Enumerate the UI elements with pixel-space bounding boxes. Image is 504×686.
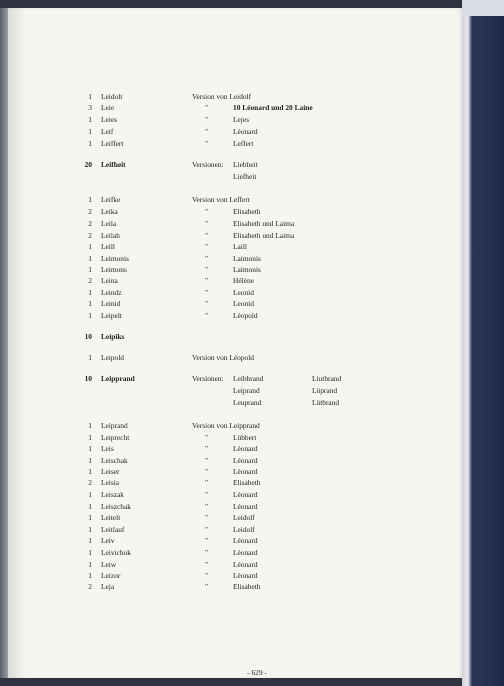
ditto-mark: " — [205, 265, 209, 274]
entry-name: Leila — [101, 219, 117, 228]
entry-variant: Léonard — [233, 467, 258, 476]
entry-variant: Léopold — [233, 311, 258, 320]
entry-variant: Laimonis — [233, 254, 261, 263]
entry-variant: 10 Léonard und 20 Laine — [233, 103, 313, 112]
entry-variant: Léonard — [233, 502, 258, 511]
ditto-mark: " — [205, 444, 209, 453]
gutter-shadow — [8, 8, 26, 678]
entry-count: 1 — [88, 242, 92, 251]
entry-count: 1 — [88, 127, 92, 136]
entry-count: 1 — [88, 353, 92, 362]
entry-name: Leimonis — [101, 254, 129, 263]
entry-name: Leifke — [101, 195, 121, 204]
entry-variant: Laill — [233, 242, 247, 251]
entry-count: 1 — [88, 571, 92, 580]
entry-count: 2 — [88, 582, 92, 591]
ditto-mark: " — [205, 288, 209, 297]
entry-name: Leipiks — [101, 332, 125, 341]
entry-count: 1 — [88, 92, 92, 101]
entry-name: Leifheit — [101, 160, 126, 169]
entry-count: 2 — [88, 231, 92, 240]
ditto-mark: " — [205, 127, 209, 136]
entry-name: Leina — [101, 276, 118, 285]
ditto-mark: " — [205, 299, 209, 308]
entry-name: Leill — [101, 242, 115, 251]
ditto-mark: " — [205, 139, 209, 148]
entry-name: Leindz — [101, 288, 122, 297]
entry-variant-alt: Lütbrand — [312, 398, 340, 407]
entry-name: Leika — [101, 207, 118, 216]
book-page — [8, 8, 462, 678]
entry-version-label: Versionen: — [192, 374, 224, 383]
entry-count: 1 — [88, 433, 92, 442]
entry-name: Leidolt — [101, 92, 123, 101]
entry-count: 1 — [88, 502, 92, 511]
ditto-mark: " — [205, 536, 209, 545]
entry-count: 1 — [88, 195, 92, 204]
entry-name: Leilah — [101, 231, 120, 240]
entry-name: Leie — [101, 103, 115, 112]
entry-name: Leies — [101, 115, 118, 124]
entry-count: 2 — [88, 207, 92, 216]
entry-count: 2 — [88, 478, 92, 487]
entry-variant: Léonard — [233, 560, 258, 569]
entry-count: 2 — [88, 219, 92, 228]
entry-name: Leipold — [101, 353, 124, 362]
entry-name: Leiv — [101, 536, 115, 545]
entry-name: Leiszchak — [101, 502, 131, 511]
entry-version-label: Version von Leffert — [192, 195, 250, 204]
entry-count: 1 — [88, 421, 92, 430]
ditto-mark: " — [205, 207, 209, 216]
entry-name: Leiser — [101, 467, 120, 476]
ditto-mark: " — [205, 571, 209, 580]
entry-variant: Leidolf — [233, 513, 255, 522]
ditto-mark: " — [205, 456, 209, 465]
entry-count: 1 — [88, 254, 92, 263]
entry-count: 3 — [88, 103, 92, 112]
ditto-mark: " — [205, 548, 209, 557]
entry-count: 1 — [88, 311, 92, 320]
ditto-mark: " — [205, 254, 209, 263]
entry-variant-alt: Lüprand — [312, 386, 338, 395]
entry-count: 1 — [88, 265, 92, 274]
entry-count: 1 — [88, 560, 92, 569]
ditto-mark: " — [205, 490, 209, 499]
ditto-mark: " — [205, 560, 209, 569]
ditto-mark: " — [205, 502, 209, 511]
page-edge-left — [0, 8, 8, 678]
entry-variant-alt: Liutbrand — [312, 374, 342, 383]
ditto-mark: " — [205, 115, 209, 124]
entry-variant: Leonid — [233, 299, 254, 308]
entry-variant: Léonard — [233, 490, 258, 499]
entry-name: Leitelt — [101, 513, 121, 522]
ditto-mark: " — [205, 478, 209, 487]
entry-name: Leiprecht — [101, 433, 130, 442]
entry-name: Leitlauf — [101, 525, 125, 534]
entry-version-label: Version von Leidolf — [192, 92, 252, 101]
entry-count: 10 — [84, 374, 92, 383]
entry-count: 1 — [88, 456, 92, 465]
entry-name: Leizor — [101, 571, 121, 580]
entry-variant: Leonid — [233, 288, 254, 297]
entry-count: 1 — [88, 288, 92, 297]
ditto-mark: " — [205, 582, 209, 591]
entry-count: 1 — [88, 299, 92, 308]
entry-name: Leimons — [101, 265, 127, 274]
entry-name: Leisia — [101, 478, 120, 487]
entry-variant: Elisabeth und Laima — [233, 231, 295, 240]
entry-name: Leja — [101, 582, 115, 591]
entry-count: 2 — [88, 276, 92, 285]
entry-count: 1 — [88, 490, 92, 499]
book-spine-top — [462, 0, 504, 16]
entry-variant: Léonard — [233, 548, 258, 557]
entry-variant: Hélène — [233, 276, 254, 285]
entry-variant: Léonard — [233, 127, 258, 136]
entry-variant: Elisabeth — [233, 478, 261, 487]
entry-variant: Léonard — [233, 456, 258, 465]
entry-variant: Leffert — [233, 139, 254, 148]
entry-count: 1 — [88, 139, 92, 148]
entry-variant: Leuprand — [233, 398, 262, 407]
ditto-mark: " — [205, 467, 209, 476]
entry-count: 20 — [84, 160, 92, 169]
ditto-mark: " — [205, 433, 209, 442]
entry-name: Leipelt — [101, 311, 122, 320]
ditto-mark: " — [205, 525, 209, 534]
entry-variant: Léonard — [233, 444, 258, 453]
entry-count: 1 — [88, 525, 92, 534]
entry-variant: Léonard — [233, 571, 258, 580]
ditto-mark: " — [205, 513, 209, 522]
book-spine — [462, 0, 504, 686]
entry-version-label: Versionen: — [192, 160, 224, 169]
entry-name: Leiszak — [101, 490, 124, 499]
entry-name: Leiprand — [101, 421, 128, 430]
entry-count: 1 — [88, 467, 92, 476]
entry-version-label: Version von Léopold — [192, 353, 254, 362]
page-number: - 629 - — [247, 668, 267, 677]
entry-variant: Leidolf — [233, 525, 255, 534]
entry-name: Leinid — [101, 299, 121, 308]
ditto-mark: " — [205, 311, 209, 320]
ditto-mark: " — [205, 219, 209, 228]
entry-variant: Leibbrand — [233, 374, 264, 383]
ditto-mark: " — [205, 242, 209, 251]
entry-name: Leipprand — [101, 374, 135, 383]
entry-variant: Liebheit — [233, 160, 258, 169]
entry-name: Leiffert — [101, 139, 124, 148]
entry-variant: Elisabeth — [233, 207, 261, 216]
entry-count: 10 — [84, 332, 92, 341]
entry-count: 1 — [88, 444, 92, 453]
ditto-mark: " — [205, 103, 209, 112]
entry-variant: Léonard — [233, 536, 258, 545]
entry-name: Leiw — [101, 560, 117, 569]
entry-variant: Liefheit — [233, 172, 257, 181]
entry-count: 1 — [88, 513, 92, 522]
entry-name: Leischak — [101, 456, 128, 465]
entry-count: 1 — [88, 536, 92, 545]
entry-variant: Elisabeth und Laima — [233, 219, 295, 228]
ditto-mark: " — [205, 276, 209, 285]
entry-variant: Elisabeth — [233, 582, 261, 591]
entry-name: Leivichok — [101, 548, 131, 557]
entry-variant: Lübbert — [233, 433, 257, 442]
entry-variant: Laimonis — [233, 265, 261, 274]
entry-count: 1 — [88, 115, 92, 124]
entry-name: Leif — [101, 127, 114, 136]
entry-version-label: Version von Leipprand — [192, 421, 260, 430]
entry-variant: Leiprand — [233, 386, 260, 395]
entry-count: 1 — [88, 548, 92, 557]
entry-name: Leis — [101, 444, 114, 453]
ditto-mark: " — [205, 231, 209, 240]
entry-variant: Lejes — [233, 115, 250, 124]
